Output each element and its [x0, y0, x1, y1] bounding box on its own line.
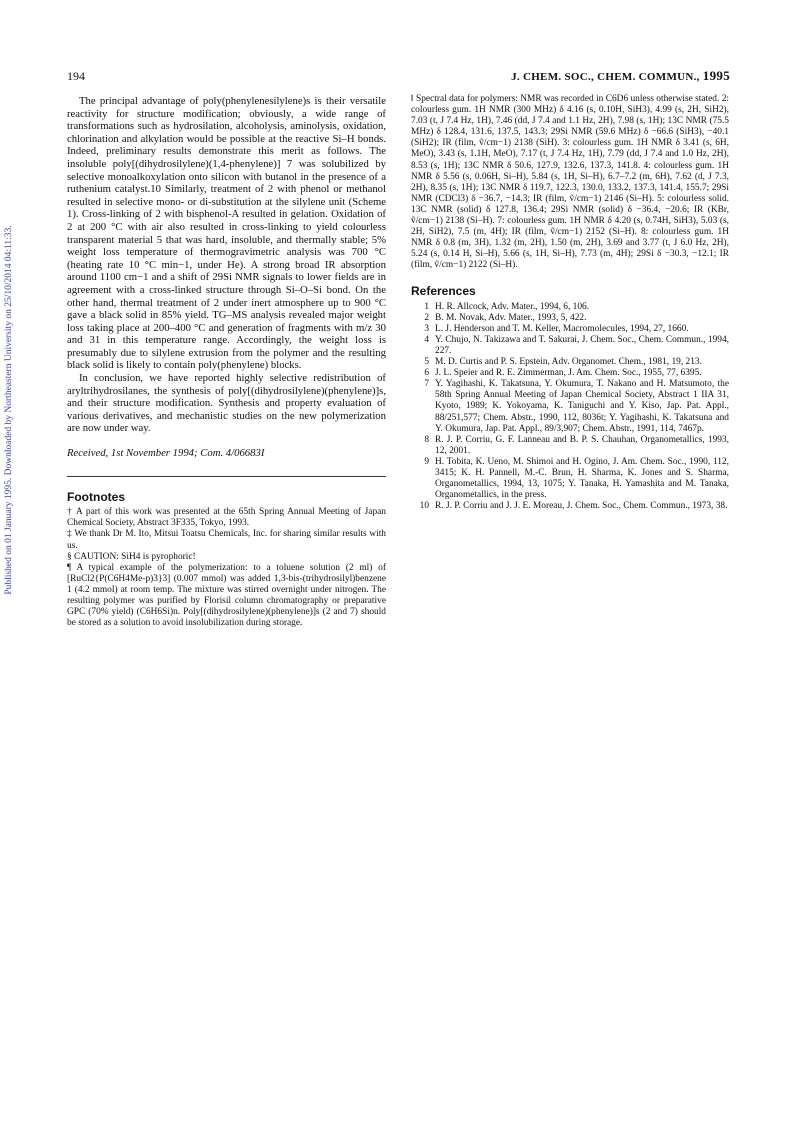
reference-item [411, 357, 729, 368]
reference-text: Y. Yagihashi, K. Takatsuna, Y. Okumura, T. Nakano and H. Matsumoto, the 58th Spring Annual Meeting of Japan Chemical Society, Abstract 1 IIA 31, Kyoto, 1989; K. Yokoyama, K. Taniguchi and Y. Kiso, Jap. Pat. Appl., 88/251,577; Chem. Abstr., 1990, 112, 8036t; Y. Yagihashi, K. Takatsuna and Y. Okumura, Jap. Pat. Appl., 89/3,907; Chem. Abstr., 1991, 114, 7467p. [435, 379, 729, 434]
reference-number: 10 [419, 501, 429, 512]
reference-item [411, 368, 729, 379]
reference-item [411, 379, 729, 434]
references-list [411, 302, 729, 513]
reference-item [411, 313, 729, 324]
reference-item [411, 335, 729, 357]
right-column [411, 94, 729, 512]
download-note[interactable]: Published on 01 January 1995. Downloaded by Northeastern University on 25/10/2014 04:11:33. [4, 225, 14, 595]
footnote-divider [67, 476, 386, 477]
footnotes-heading: Footnotes [67, 489, 125, 504]
reference-text: L. J. Henderson and T. M. Keller, Macromolecules, 1994, 27, 1660. [435, 323, 689, 334]
received-line: Received, 1st November 1994; Com. 4/06683I [67, 447, 265, 460]
reference-text: R. J. P. Corriu, G. F. Lanneau and B. P. S. Chauhan, Organometallics, 1993, 12, 2001. [435, 434, 729, 456]
reference-number: 6 [424, 368, 429, 379]
reference-number: 8 [424, 434, 429, 445]
journal-year: 1995 [702, 68, 730, 83]
reference-number: 9 [424, 456, 429, 467]
reference-item [411, 324, 729, 335]
reference-text: M. D. Curtis and P. S. Epstein, Adv. Organomet. Chem., 1981, 19, 213. [435, 357, 702, 368]
footnote-item: ‡ We thank Dr M. Ito, Mitsui Toatsu Chemicals, Inc. for sharing similar results with us. [67, 529, 386, 551]
reference-number: 4 [424, 334, 429, 345]
references-heading: References [411, 283, 476, 298]
reference-text: B. M. Novak, Adv. Mater., 1993, 5, 422. [435, 312, 587, 323]
reference-text: R. J. P. Corriu and J. J. E. Moreau, J. Chem. Soc., Chem. Commun., 1973, 38. [435, 501, 728, 512]
reference-item [411, 435, 729, 457]
footnote-item: § CAUTION: SiH4 is pyrophoric! [67, 551, 196, 562]
spectral-data-footnote: ‖ Spectral data for polymers: NMR was recorded in C6D6 unless otherwise stated. 2: colourless gum. 1H NMR (300 MHz) δ 4.16 (s, 0.10H, SiH3), 4.99 (s, 2H, SiH2), 7.03 (t, J 7.4 Hz, 1H), 7.46 (dd, J 7.4 and 1.1 Hz, 2H), 7.98 (s, 1H); 13C NMR (75.5 MHz) δ 128.4, 131.6, 137.5, 143.3; 29Si NMR (59.6 MHz) δ −66.6 (SiH3), −40.1 (SiH2); IR (film, ṽ/cm−1) 2138 (SiH). 3: colourless gum. 1H NMR δ 3.41 (s, 6H, MeO), 3.43 (s, 1.1H, MeO), 7.17 (t, J 7.4 Hz, 1H), 7.79 (dd, J 7.4 and 1.0 Hz, 2H), 8.53 (s, 1H); 13C NMR δ 50.6, 127.9, 132.6, 137.3, 141.8. 4: colourless gum. 1H NMR δ 5.56 (s, 0.06H, Si–H), 5.84 (s, 1H, Si–H), 6.7–7.2 (m, 6H), 7.62 (d, J 7.3, 2H), 8.35 (s, 1H); 13C NMR δ 119.7, 122.3, 130.0, 133.2, 137.3, 141.4, 155.7; 29Si NMR (CDCl3) δ −36.7, −14.3; IR (film, ṽ/cm−1) 2146 (Si–H). 5: colourless solid. 13C NMR (solid) δ 127.8, 136.4; 29Si NMR (solid) δ −36.4, −20.6; IR (KBr, ṽ/cm−1) 2138 (Si–H). 7: colourless gum. 1H NMR δ 4.20 (s, 0.74H, SiH3), 5.03 (s, 2H, SiH2), 7.5 (m, 4H); IR (film, ṽ/cm−1) 2152 (Si–H). 8: colourless gum. 1H NMR δ 0.8 (m, 3H), 1.32 (m, 2H), 1.50 (m, 2H), 3.69 and 3.77 (t, J 6.0 Hz, 2H), 5.24 (s, 0.14 H, Si–H), 5.66 (s, 1H, Si–H), 7.73 (m, 4H); 29Si δ −30.3, −12.1; IR (film, ṽ/cm−1) 2122 (Si–H). [411, 94, 729, 271]
reference-item [411, 457, 729, 501]
reference-text: J. L. Speier and R. E. Zimmerman, J. Am. Chem. Soc., 1955, 77, 6395. [435, 368, 702, 379]
reference-number: 2 [424, 312, 429, 323]
page-number: 194 [67, 69, 85, 83]
reference-number: 3 [424, 323, 429, 334]
journal-header [511, 68, 730, 84]
reference-item [411, 501, 729, 512]
reference-text: H. Tobita, K. Ueno, M. Shimoi and H. Ogino, J. Am. Chem. Soc., 1990, 112, 3415; K. H. Pannell, M.-C. Brun, H. Sharma, K. Jones and S. Sharma, Organometallics, 1994, 13, 1075; Y. Tanaka, H. Yamashita and M. Tanaka, Organometallics, in the press. [435, 456, 729, 501]
left-column [67, 95, 386, 629]
reference-text: Y. Chujo, N. Takizawa and T. Sakurai, J. Chem. Soc., Chem. Commun., 1994, 227. [435, 334, 729, 356]
reference-text: H. R. Allcock, Adv. Mater., 1994, 6, 106. [435, 301, 590, 312]
reference-number: 7 [424, 379, 429, 390]
journal-title: J. CHEM. SOC., CHEM. COMMUN., [511, 71, 700, 83]
body-paragraph-2: In conclusion, we have reported highly selective redistribution of aryltrihydrosilanes, the synthesis of poly[(dihydrosilylene)(phenylene)]s, and their structure modification. Synthesis and property evaluation of various derivatives, and mechanistic studies on the new polymerization are now under way. [67, 372, 386, 435]
reference-item [411, 302, 729, 313]
reference-number: 5 [424, 357, 429, 368]
download-sidebar [2, 150, 16, 670]
reference-number: 1 [424, 301, 429, 312]
footnote-item: † A part of this work was presented at the 65th Spring Annual Meeting of Japan Chemical Society, Abstract 3F335, Tokyo, 1993. [67, 507, 386, 529]
footnote-item-polymerization: ¶ A typical example of the polymerization: to a toluene solution (2 ml) of [RuCl2{P(C6H4Me-p)3}3] (0.007 mmol) was added 1,3-bis-(trihydrosilyl)benzene 1 (4.2 mmol) at room temp. The mixture was stirred overnight under nitrogen. The resulting polymer was purified by Florisil column chromatography or preparative GPC (70% yield) (C6H6Si)n. Poly[(dihydrosilylene)(phenylene)]s (2 and 7) should be stored as a solution to avoid insolubilization during storage. [67, 562, 386, 629]
body-paragraph-1: The principal advantage of poly(phenylenesilylene)s is their versatile reactivity for structure modification; obviously, a wide range of transformations such as hydrosilation, alcoholysis, aminolysis, oxidation, chlorination and alkylation would be possible at the reactive Si–H bonds. Indeed, preliminary results demonstrate this merit as follows. The insoluble poly[(dihydrosilylene)(1,4-phenylene)] 7 was solubilized by selective monoalkoxylation onto silicon with butanol in the presence of a ruthenium catalyst.10 Similarly, treatment of 2 with phenol or methanol resulted in selective mono- or di-substitution at the silylene unit (Scheme 1). Cross-linking of 2 with bisphenol-A resulted in gelation. Oxidation of 2 at 200 °C with air also resulted in cross-linking to yield colourless transparent material 5 that was hard, insoluble, and thermally stable; 5% weight loss temperature of thermogravimetric analysis was 700 °C (heating rate 10 °C min−1, under He). A strong broad IR absorption around 1100 cm−1 and a shift of 29Si NMR signals to lower fields are in agreement with a cross-linked structure through Si–O–Si bond. On the other hand, thermal treatment of 2 under inert atmosphere up to 900 °C gave a black solid in 85% yield. TG–MS analysis revealed major weight loss taking place at 200–400 °C and generation of fragments with m/z 30 and 31 in this temperature range. Accordingly, the weight loss is presumably due to silylene extrusion from the polymer and the resulting black solid is likely to contain poly(phenylene) blocks. [67, 95, 386, 372]
